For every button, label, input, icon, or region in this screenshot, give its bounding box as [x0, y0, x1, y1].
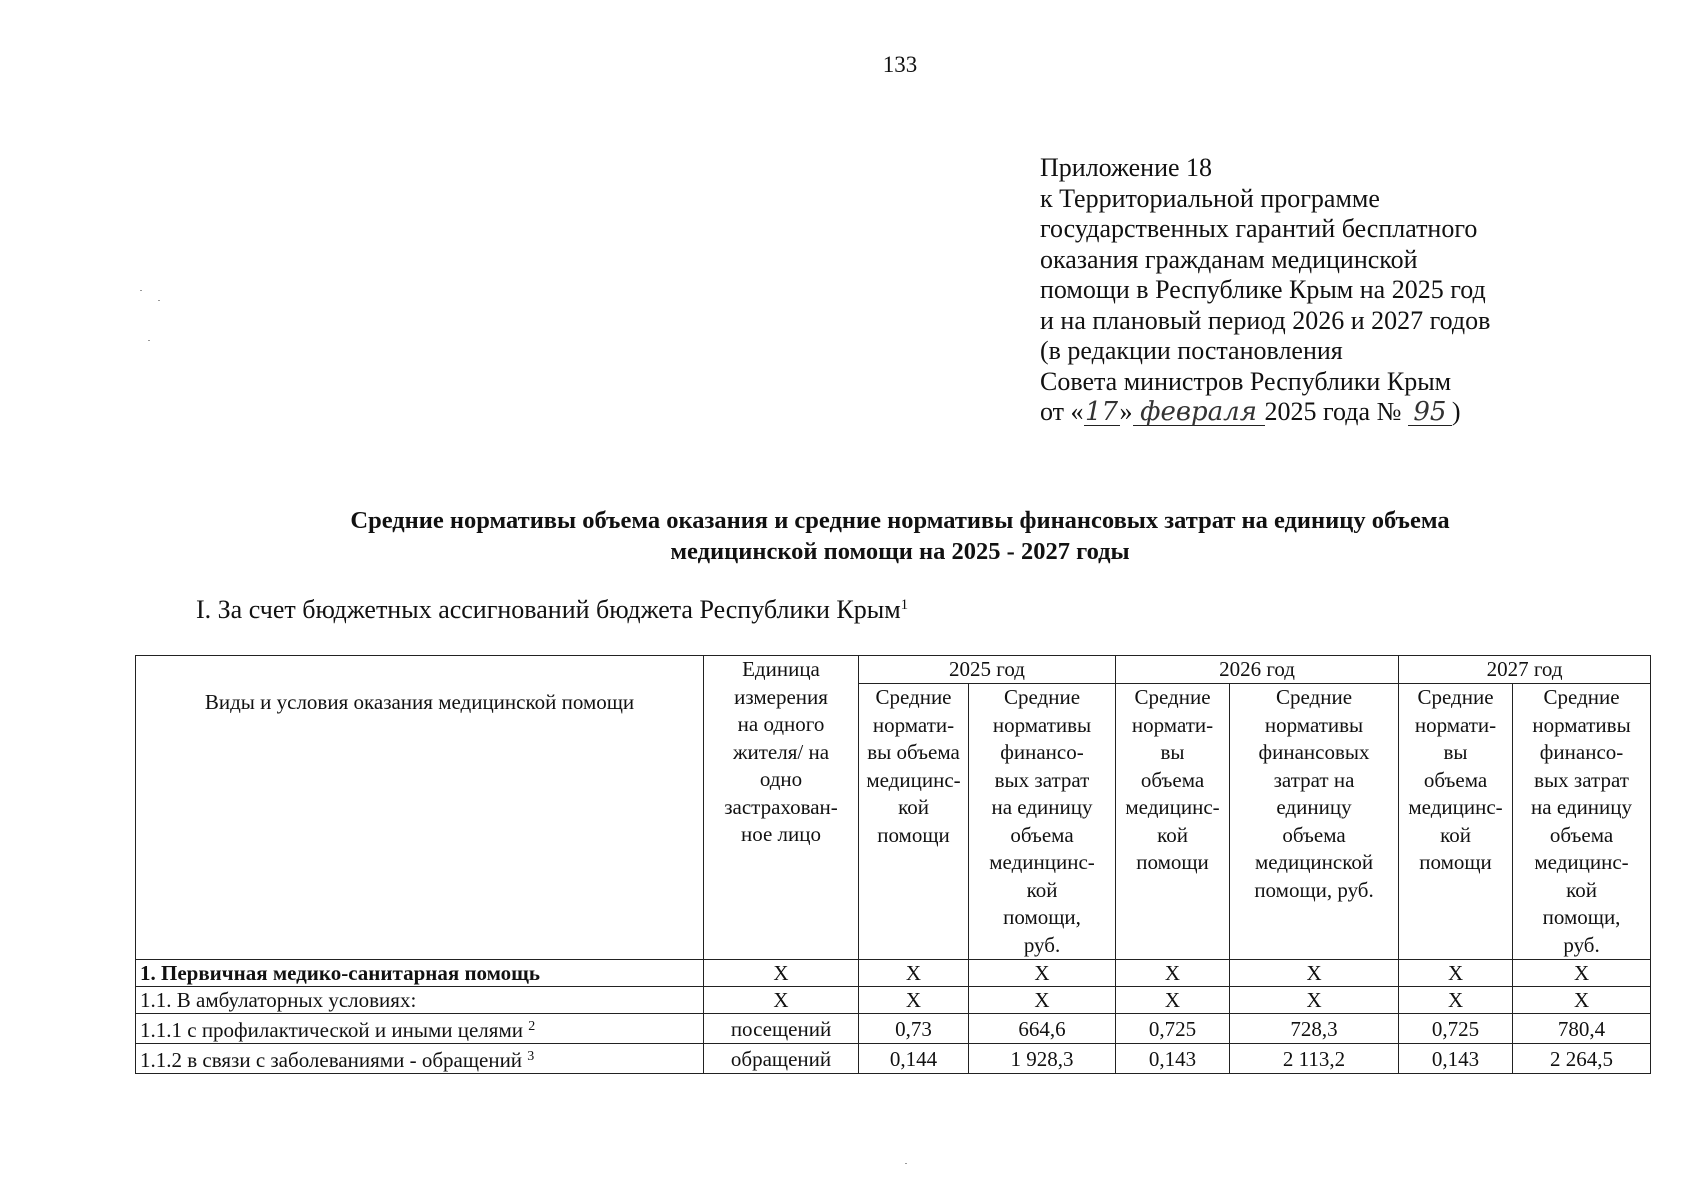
subheader-volume-2025: Средние нормати- вы объема медицинс- кой помощи	[859, 684, 969, 960]
subheader-cost-2027: Средние нормативы финансо- вых затрат на единицу объема медицинс- кой помощи, руб.	[1513, 684, 1651, 960]
cell-volume-2027: 0,143	[1399, 1044, 1513, 1074]
cell-cost-2026: X	[1230, 960, 1399, 987]
table-row	[136, 1014, 1651, 1044]
scan-speck	[905, 1163, 907, 1164]
row-label	[136, 960, 704, 987]
cell-volume-2026: 0,725	[1116, 1014, 1230, 1044]
subheader-volume-2026: Средние нормати- вы объема медицинс- кой помощи	[1116, 684, 1230, 960]
row-footnote-mark: 2	[528, 1019, 536, 1034]
table-header-row	[136, 656, 1651, 684]
header-unit: Единица измерения на одного жителя/ на одно застрахован- ное лицо	[704, 656, 859, 960]
handwritten-doc-number: 95	[1408, 399, 1452, 426]
cell-volume-2026: X	[1116, 987, 1230, 1014]
norms-table	[135, 655, 1651, 1074]
cell-volume-2025: 0,144	[859, 1044, 969, 1074]
row-label	[136, 987, 704, 1014]
cell-volume-2026: X	[1116, 960, 1230, 987]
header-year-2026: 2026 год	[1116, 656, 1399, 684]
table-row	[136, 987, 1651, 1014]
scan-speck	[140, 290, 142, 291]
cell-unit: X	[704, 987, 859, 1014]
header-year-2025: 2025 год	[859, 656, 1116, 684]
cell-volume-2025: X	[859, 960, 969, 987]
row-label-text: 1.1.1 с профилактической и иными целями	[140, 1018, 523, 1042]
date-suffix: )	[1451, 397, 1461, 426]
row-label	[136, 1044, 704, 1074]
cell-volume-2027: 0,725	[1399, 1014, 1513, 1044]
cell-cost-2025: 1 928,3	[969, 1044, 1116, 1074]
row-label	[136, 1014, 704, 1044]
cell-cost-2026: 2 113,2	[1230, 1044, 1399, 1074]
cell-cost-2025: 664,6	[969, 1014, 1116, 1044]
table-row	[136, 1044, 1651, 1074]
appendix-line: государственных гарантий бесплатного	[1040, 214, 1478, 243]
title-line: медицинской помощи на 2025 - 2027 годы	[670, 538, 1130, 565]
subheader-volume-2027: Средние нормати- вы объема медицинс- кой помощи	[1399, 684, 1513, 960]
document-title	[170, 505, 1630, 567]
appendix-block	[1040, 153, 1490, 428]
scan-speck	[148, 340, 150, 341]
handwritten-month: февраля	[1133, 399, 1265, 426]
date-prefix: от «	[1040, 397, 1084, 426]
header-kind: Виды и условия оказания медицинской помощи	[136, 656, 704, 960]
appendix-line: (в редакции постановления	[1040, 336, 1343, 365]
appendix-line: Приложение 18	[1040, 153, 1213, 182]
cell-cost-2025: X	[969, 960, 1116, 987]
cell-unit: X	[704, 960, 859, 987]
cell-unit: обращений	[704, 1044, 859, 1074]
header-year-2027: 2027 год	[1399, 656, 1651, 684]
appendix-line: оказания гражданам медицинской	[1040, 244, 1418, 274]
cell-volume-2027: X	[1399, 987, 1513, 1014]
subheader-cost-2025: Средние нормативы финансо- вых затрат на единицу объема мединцинс- кой помощи, руб.	[969, 684, 1116, 960]
appendix-line: Совета министров Республики Крым	[1040, 366, 1452, 396]
appendix-line: к Территориальной программе	[1040, 183, 1380, 213]
row-footnote-mark: 3	[527, 1049, 535, 1064]
row-label-text: 1.1.2 в связи с заболеваниями - обращений	[140, 1048, 523, 1072]
cell-cost-2027: 2 264,5	[1513, 1044, 1651, 1074]
row-label-text: 1. Первичная медико-санитарная помощь	[140, 961, 541, 985]
appendix-line: помощи в Республике Крым на 2025 год	[1040, 275, 1486, 304]
cell-cost-2026: 728,3	[1230, 1014, 1399, 1044]
section-heading	[196, 595, 908, 625]
cell-unit: посещений	[704, 1014, 859, 1044]
date-mid: »	[1119, 397, 1133, 426]
table-row	[136, 960, 1651, 987]
appendix-date-line	[1040, 397, 1490, 428]
cell-volume-2025: X	[859, 987, 969, 1014]
cell-cost-2026: X	[1230, 987, 1399, 1014]
cell-cost-2027: X	[1513, 987, 1651, 1014]
appendix-line: и на плановый период 2026 и 2027 годов	[1040, 305, 1491, 335]
scan-speck	[158, 300, 160, 301]
cell-cost-2027: 780,4	[1513, 1014, 1651, 1044]
page-number: 133	[882, 52, 918, 77]
date-year-text: 2025 года №	[1264, 397, 1402, 426]
cell-cost-2027: X	[1513, 960, 1651, 987]
cell-volume-2026: 0,143	[1116, 1044, 1230, 1074]
title-line: Средние нормативы объема оказания и средние нормативы финансовых затрат на единицу объема	[350, 507, 1450, 534]
row-label-text: 1.1. В амбулаторных условиях:	[140, 988, 417, 1012]
section-footnote-mark: 1	[900, 597, 909, 613]
handwritten-day: 17	[1084, 397, 1119, 427]
cell-cost-2025: X	[969, 987, 1116, 1014]
subheader-cost-2026: Средние нормативы финансовых затрат на единицу объема медицинской помощи, руб.	[1230, 684, 1399, 960]
cell-volume-2027: X	[1399, 960, 1513, 987]
section-heading-text: I. За счет бюджетных ассигнований бюджета Республики Крым	[196, 595, 901, 624]
cell-volume-2025: 0,73	[859, 1014, 969, 1044]
